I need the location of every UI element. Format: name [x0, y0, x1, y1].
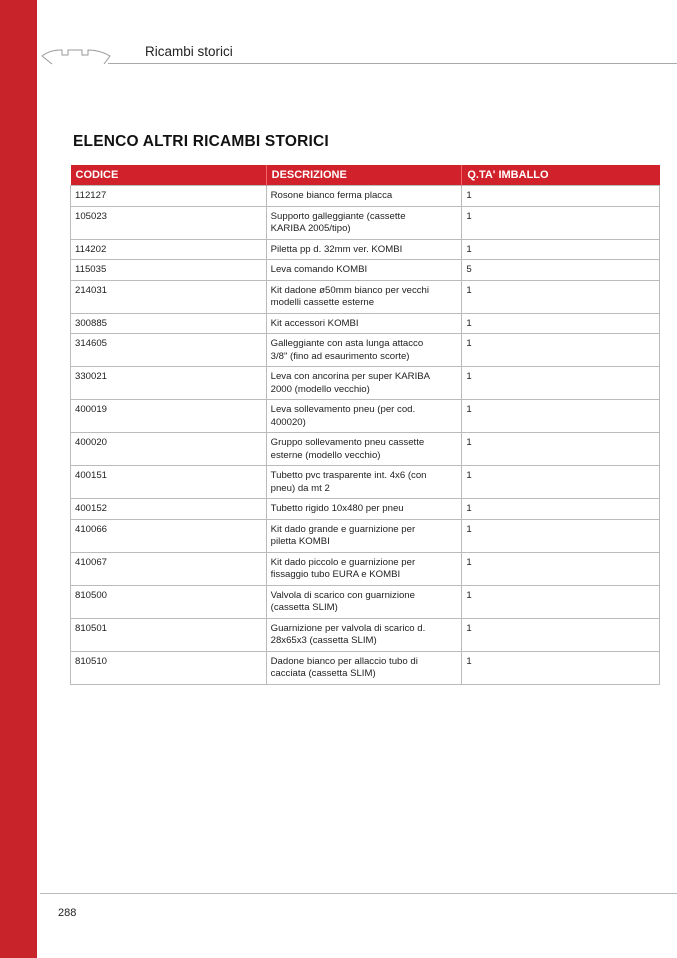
description-cell: Kit dado grande e guarnizione per piletta KOMBI	[266, 519, 462, 552]
quantity-cell: 1	[462, 585, 660, 618]
code-cell: 400152	[71, 499, 267, 520]
code-cell: 410067	[71, 552, 267, 585]
code-cell: 810510	[71, 651, 267, 684]
table-row	[71, 552, 660, 585]
table-row	[71, 186, 660, 207]
table-row	[71, 651, 660, 684]
quantity-cell: 1	[462, 367, 660, 400]
header-rule	[108, 63, 677, 64]
table-header-row	[71, 165, 660, 186]
description-cell: Piletta pp d. 32mm ver. KOMBI	[266, 239, 462, 260]
code-cell: 112127	[71, 186, 267, 207]
code-cell: 410066	[71, 519, 267, 552]
table-row	[71, 618, 660, 651]
table-row	[71, 280, 660, 313]
code-cell: 114202	[71, 239, 267, 260]
table-row	[71, 260, 660, 281]
table-row	[71, 433, 660, 466]
description-cell: Dadone bianco per allaccio tubo di cacciata (cassetta SLIM)	[266, 651, 462, 684]
code-cell: 214031	[71, 280, 267, 313]
description-cell: Galleggiante con asta lunga attacco 3/8" (fino ad esaurimento scorte)	[266, 334, 462, 367]
code-cell: 330021	[71, 367, 267, 400]
page-title: ELENCO ALTRI RICAMBI STORICI	[73, 133, 329, 150]
red-side-band	[0, 0, 37, 958]
column-header-code: CODICE	[71, 165, 267, 186]
description-cell: Kit dado piccolo e guarnizione per fissaggio tubo EURA e KOMBI	[266, 552, 462, 585]
quantity-cell: 1	[462, 651, 660, 684]
quantity-cell: 1	[462, 552, 660, 585]
quantity-cell: 1	[462, 206, 660, 239]
quantity-cell: 1	[462, 186, 660, 207]
table-row	[71, 499, 660, 520]
quantity-cell: 1	[462, 466, 660, 499]
brand-logo-icon	[40, 44, 115, 66]
table-row	[71, 334, 660, 367]
parts-table	[70, 165, 660, 685]
code-cell: 810500	[71, 585, 267, 618]
description-cell: Leva sollevamento pneu (per cod. 400020)	[266, 400, 462, 433]
quantity-cell: 1	[462, 280, 660, 313]
quantity-cell: 1	[462, 519, 660, 552]
description-cell: Tubetto rigido 10x480 per pneu	[266, 499, 462, 520]
quantity-cell: 1	[462, 334, 660, 367]
table-row	[71, 519, 660, 552]
code-cell: 810501	[71, 618, 267, 651]
description-cell: Tubetto pvc trasparente int. 4x6 (con pneu) da mt 2	[266, 466, 462, 499]
table-row	[71, 585, 660, 618]
quantity-cell: 1	[462, 313, 660, 334]
table-row	[71, 206, 660, 239]
footer-rule	[40, 893, 677, 894]
table-row	[71, 313, 660, 334]
quantity-cell: 1	[462, 618, 660, 651]
description-cell: Leva con ancorina per super KARIBA 2000 (modello vecchio)	[266, 367, 462, 400]
quantity-cell: 5	[462, 260, 660, 281]
table-row	[71, 466, 660, 499]
table-row	[71, 400, 660, 433]
description-cell: Kit dadone ø50mm bianco per vecchi modelli cassette esterne	[266, 280, 462, 313]
description-cell: Gruppo sollevamento pneu cassette esterne (modello vecchio)	[266, 433, 462, 466]
description-cell: Rosone bianco ferma placca	[266, 186, 462, 207]
code-cell: 400020	[71, 433, 267, 466]
quantity-cell: 1	[462, 499, 660, 520]
table-row	[71, 239, 660, 260]
quantity-cell: 1	[462, 239, 660, 260]
description-cell: Supporto galleggiante (cassette KARIBA 2005/tipo)	[266, 206, 462, 239]
code-cell: 314605	[71, 334, 267, 367]
table-row	[71, 367, 660, 400]
page-number: 288	[58, 907, 77, 919]
code-cell: 115035	[71, 260, 267, 281]
quantity-cell: 1	[462, 400, 660, 433]
description-cell: Kit accessori KOMBI	[266, 313, 462, 334]
column-header-quantity: Q.TA' IMBALLO	[462, 165, 660, 186]
description-cell: Leva comando KOMBI	[266, 260, 462, 281]
code-cell: 400019	[71, 400, 267, 433]
description-cell: Valvola di scarico con guarnizione (cassetta SLIM)	[266, 585, 462, 618]
code-cell: 105023	[71, 206, 267, 239]
code-cell: 400151	[71, 466, 267, 499]
column-header-description: DESCRIZIONE	[266, 165, 462, 186]
code-cell: 300885	[71, 313, 267, 334]
section-title: Ricambi storici	[145, 44, 233, 59]
description-cell: Guarnizione per valvola di scarico d. 28x65x3 (cassetta SLIM)	[266, 618, 462, 651]
quantity-cell: 1	[462, 433, 660, 466]
